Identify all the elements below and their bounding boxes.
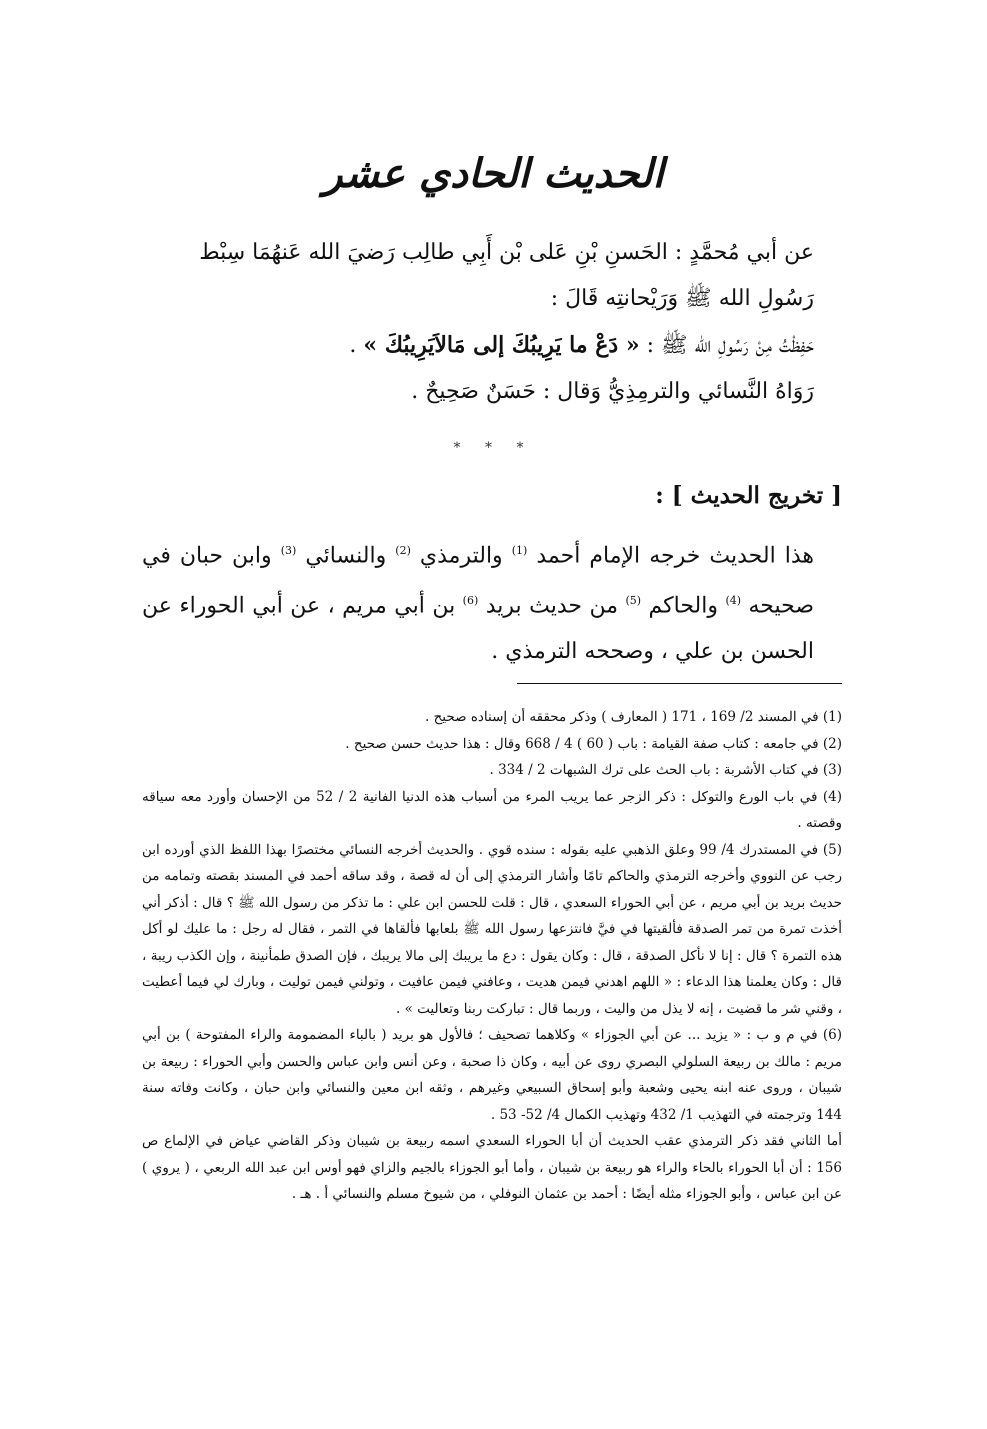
- footnote-1: (1) في المسند 2/ 169 ، 171 ( المعارف ) وذكر محققه أن إسناده صحيح .: [424, 709, 842, 725]
- footnote-2: (2) في جامعه : كتاب صفة القيامة : باب ( 60 ) 4 / 668 وقال : هذا حديث حسن صحيح .: [345, 735, 842, 752]
- page-title: الحديث الحادي عشر: [323, 150, 664, 197]
- footnote-4: (4) في باب الورع والتوكل : ذكر الزجر عما يريب المرء من أسباب هذه الدنيا الفانية 2 / 52 من الإحسان وأورد معه سياقه وقصته .: [142, 788, 842, 831]
- takhrij-segment: بن أبي مريم ، عن أبي الحوراء عن الحسن بن علي ، وصححه الترمذي .: [142, 593, 814, 664]
- section-separator: * * *: [453, 440, 534, 456]
- footnote-ref: (5): [625, 594, 642, 608]
- footnote-divider: [517, 683, 842, 684]
- hadith-narration: رَوَاهُ النَّسائي والترمِذِيُّ وَقال : حَسَنٌ صَحِيحٌ .: [411, 379, 814, 404]
- hadith-quote-prefix: حَفِظْتُ مِنْ رَسُولِ الله ﷺ :: [646, 333, 814, 358]
- takhrij-segment: هذا الحديث خرجه الإمام أحمد: [536, 543, 814, 569]
- takhrij-segment: والحاكم: [648, 593, 718, 619]
- takhrij-text: [142, 528, 842, 674]
- footnote-ref: (3): [280, 544, 297, 557]
- takhrij-segment: والنسائي: [305, 543, 387, 569]
- hadith-quote: « دَعْ ما يَرِيبُكَ إلى مَالاَيَرِيبُكَ »: [363, 332, 640, 358]
- footnote-6: (6) في م و ب : « يزيد ... عن أبي الجوزاء » وكلاهما تصحيف ؛ فالأول هو بريد ( بالباء المضمومة والراء المفتوحة ) بن أبي مريم : مالك بن ربيعة السلولي البصري روى عن أبيه ، وكان ذا صحبة ، وعن أنس وابن عباس والحسن وأبي الحوراء : ربيعة بن شيبان ، وروى عنه ابنه يحيى وشعبة وأبو إسحاق السبيعي وغيرهم ، وثقه ابن معين والنسائي وابن حبان ، وكانت وفاته سنة 144 وترجمته في التهذيب 1/ 432 وتهذيب الكمال 4/ 52- 53 .: [142, 1027, 842, 1123]
- hadith-quote-suffix: .: [349, 333, 357, 358]
- footnotes: [142, 704, 842, 1208]
- takhrij-segment: والترمذي: [419, 543, 503, 569]
- footnote-ref: (4): [725, 594, 742, 608]
- footnote-5: (5) في المستدرك 4/ 99 وعلق الذهبي عليه بقوله : سنده قوي . والحديث أخرجه النسائي مختصرًا بهذا اللفظ الذي أورده ابن رجب عن النووي وأخرجه الترمذي والحاكم تامًا وأشار الترمذي إلى أن له قصة ، وقد ساقه أحمد في المسند بقصته وتمامه من حديث بريد بن أبي مريم ، عن أبي الحوراء السعدي ، قال : قلت للحسن ابن علي : ما تذكر من رسول الله ﷺ ؟ قال : أذكر أني أخذت تمرة من تمر الصدقة فألقيتها في فيَّ فانتزعها رسول الله ﷺ بلعابها فألقاها في التمر ، فقال له رجل : ما عليك لو أكل هذه التمرة ؟ قال : إنا لا نأكل الصدقة ، قال : وكان يقول : دع ما يريبك إلى مالا يريبك ، فإن الصدق طمأنينة ، وإن الكذب ريبة ، قال : وكان يعلمنا هذا الدعاء : « اللهم اهدني فيمن هديت ، وعافني فيمن عافيت ، وتولني فيمن توليت ، وبارك لي فيما أعطيت ، وقني شر ما قضيت ، إنه لا يذل من واليت ، وربما قال : تباركت ربنا وتعاليت » .: [142, 841, 842, 1017]
- takhrij-segment: وابن حبان في صحيحه: [142, 543, 815, 619]
- hadith-quote-line: [142, 322, 842, 369]
- footnote-ref: (1): [511, 544, 528, 557]
- footnote-6-continued: أما الثاني فقد ذكر الترمذي عقب الحديث أن أبا الحوراء السعدي اسمه ربيعة بن شيبان وذكر القاضي عياض في الإلماع ص 156 : أن أبا الحوراء بالحاء والراء هو ربيعة بن شيبان ، وأما أبو الجوزاء بالجيم والزاي فهو أوس ابن عبد الله الربعي ، ( يروي ) عن ابن عباس ، وأبو الجوزاء مثله أيضًا : أحمد بن عثمان النوفلي ، من شيوخ مسلم والنسائي أ . هـ .: [142, 1133, 842, 1202]
- footnote-ref: (2): [395, 544, 411, 557]
- takhrij-heading: [ تخريج الحديث ] :: [655, 482, 842, 509]
- hadith-intro: عن أبي مُحمَّدٍ : الحَسنِ بْنِ عَلى بْن أَبِي طالِب رَضيَ الله عَنهُمَا سِبْط رَسُولِ الله ﷺ وَرَيْحانتِه قَالَ :: [199, 240, 814, 311]
- footnote-3: (3) في كتاب الأشربة : باب الحث على ترك الشبهات 2 / 334 .: [489, 762, 842, 778]
- footnote-ref: (6): [462, 594, 479, 608]
- takhrij-paragraph: [142, 528, 842, 674]
- takhrij-segment: من حديث بريد: [485, 593, 618, 619]
- hadith-text: [142, 230, 842, 415]
